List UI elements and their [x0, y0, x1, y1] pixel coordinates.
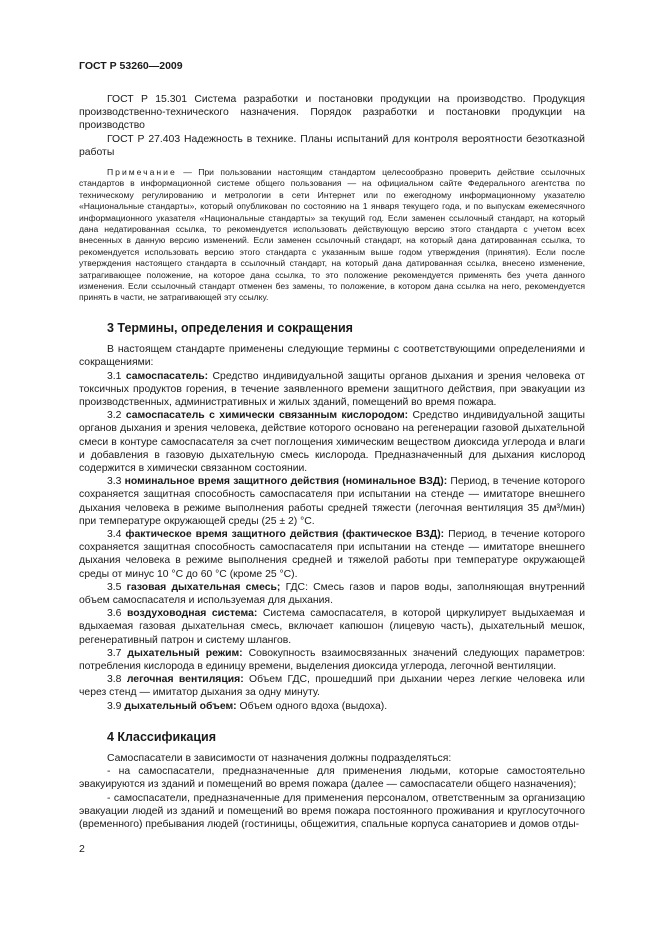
- term-name: фактическое время защитного действия (фактическое ВЗД):: [125, 528, 445, 540]
- section-3-title: 3 Термины, определения и сокращения: [107, 320, 353, 335]
- term-definition: [79, 700, 585, 713]
- term-number: 3.4: [107, 528, 126, 540]
- reference-2: ГОСТ Р 27.403 Надежность в технике. Планы испытаний для контроля вероятности безотказной работы: [79, 133, 585, 158]
- term-number: 3.9: [107, 700, 125, 712]
- term-text: ГДС: Смесь газов и паров воды, заполняющая внутренний объем самоспасателя и используемая для дыхания.: [79, 581, 585, 606]
- section-4-intro: Самоспасатели в зависимости от назначения должны подразделяться:: [107, 752, 452, 764]
- note-text: — При пользовании настоящим стандартом целесообразно проверить действие ссылочных стандартов в информационной системе общего пользования — на официальном сайте Федерального агентства по техническому регулированию и метрологии в сети Интернет или по ежегодному информационному указателю «Национальные стандарты», который опубликован по состоянию на 1 января текущего года, и по выпускам ежемесячного информационного указателя «Национальные стандарты» за текущий год. Если заменен ссылочный стандарт, на который дана недатированная ссылка, то рекомендуется использовать действующую версию этого стандарта с учетом всех внесенных в данную версию изменений. Если заменен ссылочный стандарт, на который дана датированная ссылка, то рекомендуется использовать версию этого стандарта с указанным выше годом утверждения (принятия). Если после утверждения настоящего стандарта в ссылочный стандарт, на который дана датированная ссылка, внесено изменение, затрагивающее положение, на которое дана ссылка, то это положение рекомендуется применять без учета данного изменения. Если ссылочный стандарт отменен без замены, то положение, в котором дана ссылка на него, рекомендуется принять в части, не затрагивающей эту ссылку.: [79, 167, 585, 303]
- page-header: ГОСТ Р 53260—2009: [79, 60, 183, 72]
- document-body: [79, 93, 585, 831]
- term-name: самоспасатель с химически связанным кислородом:: [125, 410, 409, 422]
- term-definition: [79, 409, 585, 475]
- section-3-intro: В настоящем стандарте применены следующие термины с соответствующими определениями и сокращениями:: [79, 344, 585, 369]
- page-number: 2: [79, 843, 85, 855]
- term-number: 3.1: [107, 370, 126, 382]
- term-definition: [79, 581, 585, 607]
- reference-1: ГОСТ Р 15.301 Система разработки и постановки продукции на производство. Продукция производственно-технического назначения. Порядок разработки и постановки продукции на производство: [79, 94, 585, 132]
- term-number: 3.8: [107, 674, 127, 686]
- term-definition: [79, 607, 585, 647]
- term-number: 3.3: [107, 476, 125, 488]
- classification-item-1: - на самоспасатели, предназначенные для применения людьми, которые самостоятельно эвакуируются из зданий и помещений во время пожара (далее — самоспасатели общего назначения);: [79, 766, 585, 791]
- term-text: Средство индивидуальной защиты органов дыхания и зрения человека, действие которого основано на регенерации газовой дыхательной смеси в контуре самоспасателя за счет поглощения химическим веществом диоксида углерода и влаги и добавления в газовую дыхательную смесь кислорода. Предназначенный для дыхания кислород содержится в химически связанном состоянии.: [79, 410, 585, 474]
- term-definition: [79, 475, 585, 528]
- note-label: Примечание: [107, 167, 177, 178]
- term-text: Объем ГДС, прошедший при дыхании через легкие человека или через стенд — имитатор дыхания за одну минуту.: [79, 674, 585, 699]
- term-number: 3.5: [107, 581, 127, 593]
- term-number: 3.2: [107, 410, 126, 422]
- term-text: Объем одного вдоха (выдоха).: [236, 700, 388, 712]
- section-4-title: 4 Классификация: [107, 729, 217, 744]
- term-text: Период, в течение которого сохраняется защитная способность самоспасателя при испытании на стенде — имитаторе внешнего дыхания человека в режиме выполнения средней и тяжелой работы при температуре окружающей среды от минус 10 °С до 60 °С (кроме 25 °С).: [79, 528, 585, 580]
- term-number: 3.6: [107, 608, 128, 620]
- terms-list: [79, 370, 585, 713]
- term-text: Система самоспасателя, в которой циркулирует выдыхаемая и вдыхаемая газовая дыхательная смесь, включает капюшон (лицевую часть), дыхательный мешок, регенеративный патрон и систему шлангов.: [79, 608, 585, 646]
- term-text: Средство индивидуальной защиты органов дыхания и зрения человека от токсичных продуктов горения, в течение заявленного времени защитного действия, при эвакуации из производственных, административных и жилых зданий, помещений во время пожара.: [79, 370, 585, 408]
- note: [79, 167, 585, 304]
- term-text: Период, в течение которого сохраняется защитная способность самоспасателя при испытании на стенде — имитаторе внешнего дыхания человека в режиме выполнения работы средней тяжести (легочная вентиляция 35 дм³/мин) при температуре окружающей среды (25 ± 2) °С.: [79, 476, 585, 527]
- term-definition: [79, 673, 585, 699]
- term-name: самоспасатель:: [125, 370, 209, 382]
- classification-item-2: - самоспасатели, предназначенные для применения персоналом, ответственным за организацию эвакуации людей из зданий и помещений во время пожара постоянного проживания и круглосуточного (временного) пребывания людей (гостиницы, общежития, спальные корпуса санаториев и домов отды-: [79, 792, 585, 830]
- term-definition: [79, 370, 585, 410]
- term-name: номинальное время защитного действия (номинальное ВЗД):: [124, 476, 448, 488]
- term-definition: [79, 528, 585, 581]
- term-definition: [79, 647, 585, 673]
- term-number: 3.7: [107, 647, 128, 659]
- term-name: воздуховодная система:: [127, 608, 258, 620]
- term-name: дыхательный режим:: [127, 647, 243, 659]
- term-name: легочная вентиляция:: [126, 674, 244, 686]
- term-name: дыхательный объем:: [124, 700, 237, 712]
- term-text: Совокупность взаимосвязанных значений следующих параметров: потребления кислорода в единицу времени, выделения диоксида углерода, легочной вентиляции.: [79, 647, 585, 672]
- term-name: газовая дыхательная смесь;: [126, 581, 281, 593]
